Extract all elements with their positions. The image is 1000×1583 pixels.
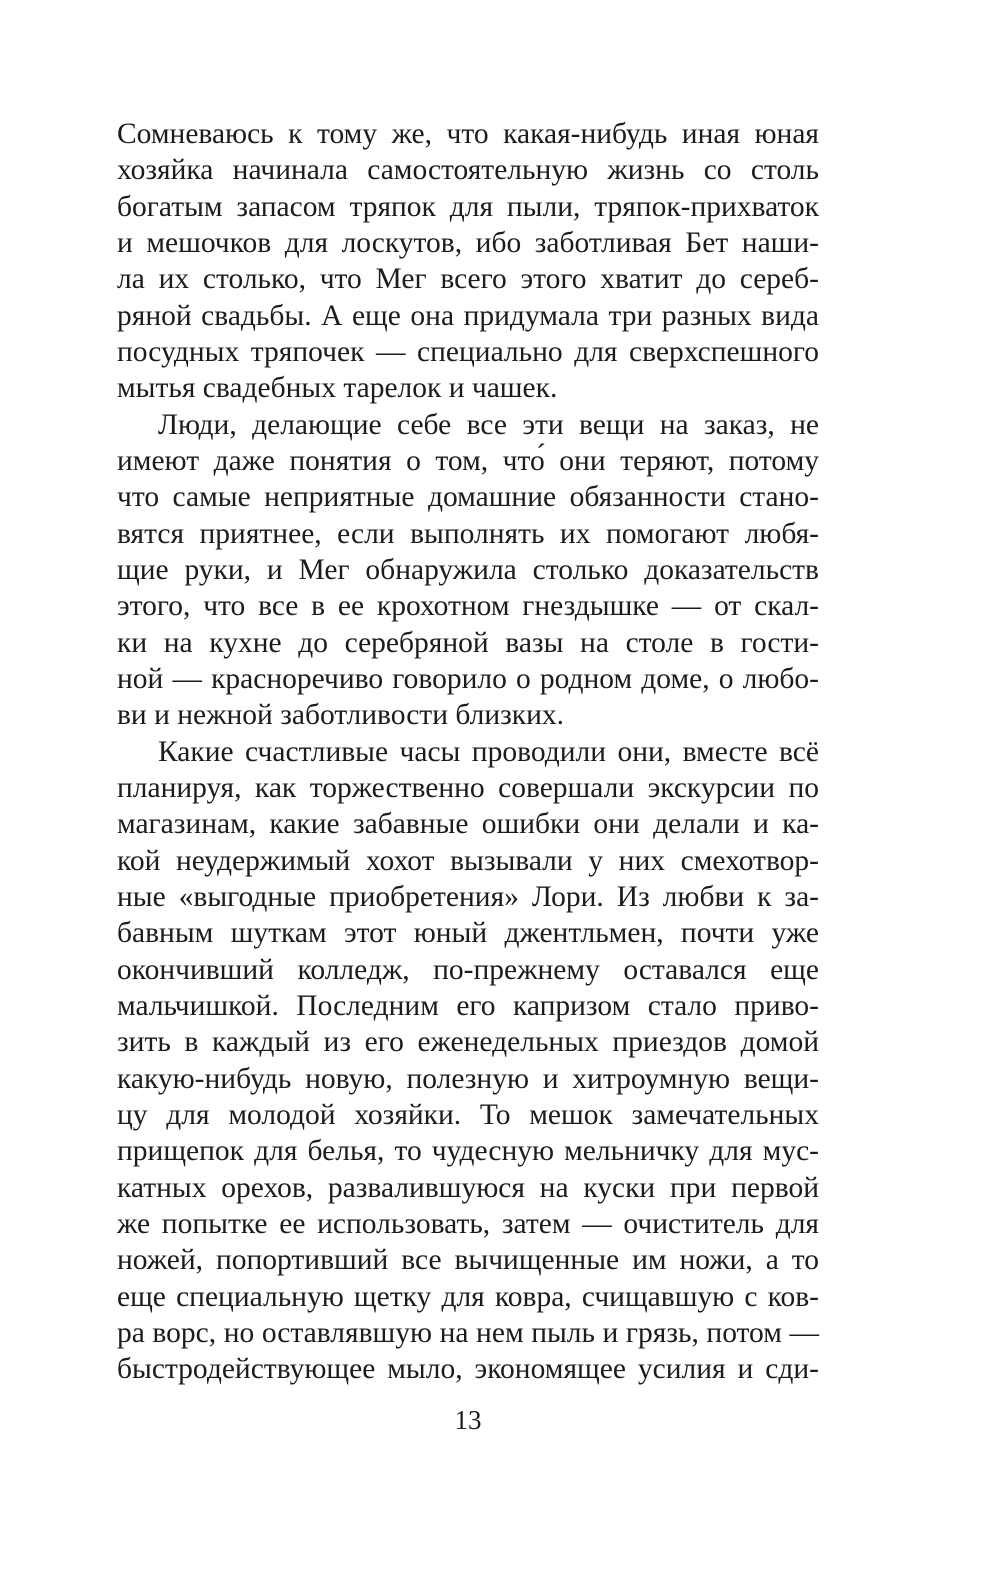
text-line: ножей, попортивший все вычищенные им ножи, а то bbox=[117, 1244, 819, 1277]
text-line: щие руки, и Мег обнаружила столько доказательств bbox=[117, 553, 819, 586]
text-line: ви и нежной заботливости близких. bbox=[117, 699, 565, 732]
text-line: хозяйка начинала самостоятельную жизнь со столь bbox=[117, 154, 819, 187]
page-number: 13 bbox=[454, 1405, 482, 1435]
text-line: Люди, делающие себе все эти вещи на заказ, не bbox=[158, 408, 819, 441]
text-line: зить в каждый из его еженедельных приездов домой bbox=[117, 1026, 819, 1059]
text-line: ла их столько, что Мег всего этого хватит до сереб- bbox=[117, 263, 819, 296]
text-line: богатым запасом тряпок для пыли, тряпок-прихваток bbox=[117, 190, 819, 223]
text-line: окончивший колледж, по-прежнему оставался еще bbox=[117, 953, 819, 986]
text-line: прищепок для белья, то чудесную мельничку для мус- bbox=[117, 1135, 819, 1168]
text-line: магазинам, какие забавные ошибки они делали и ка- bbox=[117, 808, 819, 841]
text-line: мытья свадебных тарелок и чашек. bbox=[117, 372, 558, 405]
text-line: что самые неприятные домашние обязанности стано- bbox=[117, 481, 819, 514]
text-line: вятся приятнее, если выполнять их помогают любя- bbox=[117, 517, 819, 550]
text-line: еще специальную щетку для ковра, счищавшую с ков- bbox=[117, 1280, 819, 1313]
text-line: Сомневаюсь к тому же, что какая-нибудь иная юная bbox=[117, 118, 819, 150]
text-line: ки на кухне до серебряной вазы на столе в гости- bbox=[117, 626, 819, 659]
text-line: мальчишкой. Последним его капризом стало приво- bbox=[117, 989, 819, 1022]
text-line: цу для молодой хозяйки. То мешок замечательных bbox=[117, 1098, 819, 1131]
text-line: какую-нибудь новую, полезную и хитроумную вещи- bbox=[117, 1062, 819, 1095]
paragraph bbox=[117, 734, 819, 1388]
text-line: ные «выгодные приобретения» Лори. Из любви к за- bbox=[117, 880, 819, 913]
text-line: планируя, как торжественно совершали экскурсии по bbox=[117, 771, 819, 804]
body-text bbox=[117, 116, 819, 1387]
text-line: быстродействующее мыло, экономящее усилия и сди- bbox=[117, 1353, 819, 1386]
paragraph bbox=[117, 116, 819, 407]
text-line: ной — красноречиво говорило о родном доме, о любо- bbox=[117, 662, 819, 695]
text-line: катных орехов, развалившуюся на куски при первой bbox=[117, 1171, 819, 1204]
text-line: бавным шуткам этот юный джентльмен, почти уже bbox=[117, 917, 819, 950]
text-line: ра ворс, но оставлявшую на нем пыль и грязь, потом — bbox=[117, 1316, 819, 1349]
text-line: кой неудержимый хохот вызывали у них смехотвор- bbox=[117, 844, 819, 877]
text-line: этого, что все в ее крохотном гнездышке — от скал- bbox=[117, 590, 819, 623]
text-line: же попытке ее использовать, затем — очиститель для bbox=[117, 1207, 819, 1240]
text-line: Какие счастливые часы проводили они, вместе всё bbox=[158, 735, 819, 768]
text-line: и мешочков для лоскутов, ибо заботливая Бет наши- bbox=[117, 226, 819, 259]
text-line: имеют даже понятия о том, что́ они теряют, потому bbox=[117, 444, 819, 477]
paragraph bbox=[117, 407, 819, 734]
text-line: ряной свадьбы. А еще она придумала три разных вида bbox=[117, 299, 819, 332]
text-line: посудных тряпочек — специально для сверхспешного bbox=[117, 335, 819, 368]
